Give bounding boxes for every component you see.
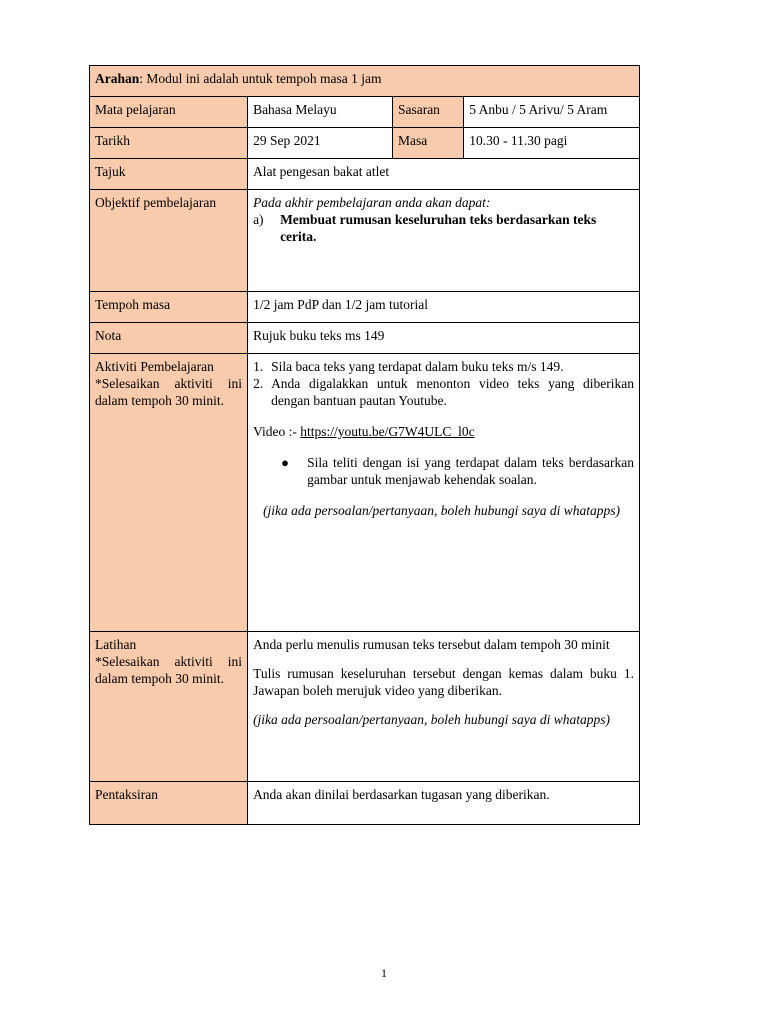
objective-item bbox=[253, 211, 634, 245]
topic-row bbox=[90, 159, 640, 190]
activity-label-cell bbox=[90, 354, 248, 632]
exercise-instruction: *Selesaikan aktiviti ini dalam tempoh 30 minit. bbox=[95, 654, 243, 686]
note-label: Nota bbox=[90, 323, 248, 354]
video-link[interactable]: https://youtu.be/G7W4ULC_l0c bbox=[300, 424, 475, 439]
subject-label: Mata pelajaran bbox=[90, 97, 248, 128]
objective-text: Membuat rumusan keseluruhan teks berdasarkan teks cerita. bbox=[280, 212, 597, 244]
activity-step bbox=[253, 375, 634, 409]
header-text: : Modul ini adalah untuk tempoh masa 1 jam bbox=[139, 71, 382, 86]
exercise-label: Latihan bbox=[95, 637, 137, 652]
module-table bbox=[89, 65, 640, 825]
exercise-cell bbox=[248, 632, 640, 782]
date-value: 29 Sep 2021 bbox=[248, 128, 393, 159]
subject-value: Bahasa Melayu bbox=[248, 97, 393, 128]
step-text: Sila baca teks yang terdapat dalam buku teks m/s 149. bbox=[271, 359, 564, 374]
objective-marker: a) bbox=[253, 212, 264, 227]
exercise-label-cell bbox=[90, 632, 248, 782]
duration-value: 1/2 jam PdP dan 1/2 jam tutorial bbox=[248, 292, 640, 323]
note-value: Rujuk buku teks ms 149 bbox=[248, 323, 640, 354]
time-value: 10.30 - 11.30 pagi bbox=[464, 128, 640, 159]
date-label: Tarikh bbox=[90, 128, 248, 159]
subject-row bbox=[90, 97, 640, 128]
page-number: 1 bbox=[381, 966, 387, 980]
target-label: Sasaran bbox=[392, 97, 463, 128]
bullet-text: Sila teliti dengan isi yang terdapat dalam teks berdasarkan gambar untuk menjawab kehendak soalan. bbox=[307, 455, 634, 487]
activity-steps bbox=[253, 358, 634, 409]
exercise-para2: Tulis rumusan keseluruhan tersebut dengan kemas dalam buku 1. Jawapan boleh merujuk video yang diberikan. bbox=[253, 666, 634, 698]
activity-step bbox=[253, 358, 634, 375]
activity-row bbox=[90, 354, 640, 632]
objective-label: Objektif pembelajaran bbox=[90, 190, 248, 292]
assessment-label: Pentaksiran bbox=[90, 782, 248, 825]
bullet-icon: ● bbox=[281, 455, 289, 470]
topic-value: Alat pengesan bakat atlet bbox=[248, 159, 640, 190]
step-text: Anda digalakkan untuk menonton video teks yang diberikan dengan bantuan pautan Youtube. bbox=[271, 376, 634, 408]
objective-cell bbox=[248, 190, 640, 292]
exercise-row bbox=[90, 632, 640, 782]
topic-label: Tajuk bbox=[90, 159, 248, 190]
time-label: Masa bbox=[392, 128, 463, 159]
objective-row bbox=[90, 190, 640, 292]
exercise-contact: (jika ada persoalan/pertanyaan, boleh hubungi saya di whatapps) bbox=[253, 712, 611, 727]
target-value: 5 Anbu / 5 Arivu/ 5 Aram bbox=[464, 97, 640, 128]
header-cell bbox=[90, 66, 640, 97]
assessment-row bbox=[90, 782, 640, 825]
activity-cell bbox=[248, 354, 640, 632]
date-row bbox=[90, 128, 640, 159]
note-row bbox=[90, 323, 640, 354]
step-number: 1. bbox=[253, 359, 264, 374]
assessment-value: Anda akan dinilai berdasarkan tugasan yang diberikan. bbox=[248, 782, 640, 825]
duration-label: Tempoh masa bbox=[90, 292, 248, 323]
activity-bullet bbox=[281, 454, 634, 488]
activity-instruction: *Selesaikan aktiviti ini dalam tempoh 30 minit. bbox=[95, 376, 243, 408]
step-number: 2. bbox=[253, 376, 264, 391]
video-line bbox=[253, 423, 634, 440]
activity-contact: (jika ada persoalan/pertanyaan, boleh hubungi saya di whatapps) bbox=[263, 503, 621, 518]
video-label: Video :- bbox=[253, 424, 301, 439]
objective-intro: Pada akhir pembelajaran anda akan dapat: bbox=[253, 195, 491, 210]
duration-row bbox=[90, 292, 640, 323]
header-row bbox=[90, 66, 640, 97]
header-label: Arahan bbox=[95, 71, 140, 86]
activity-label: Aktiviti Pembelajaran bbox=[95, 359, 214, 374]
exercise-para1: Anda perlu menulis rumusan teks tersebut dalam tempoh 30 minit bbox=[253, 637, 610, 652]
